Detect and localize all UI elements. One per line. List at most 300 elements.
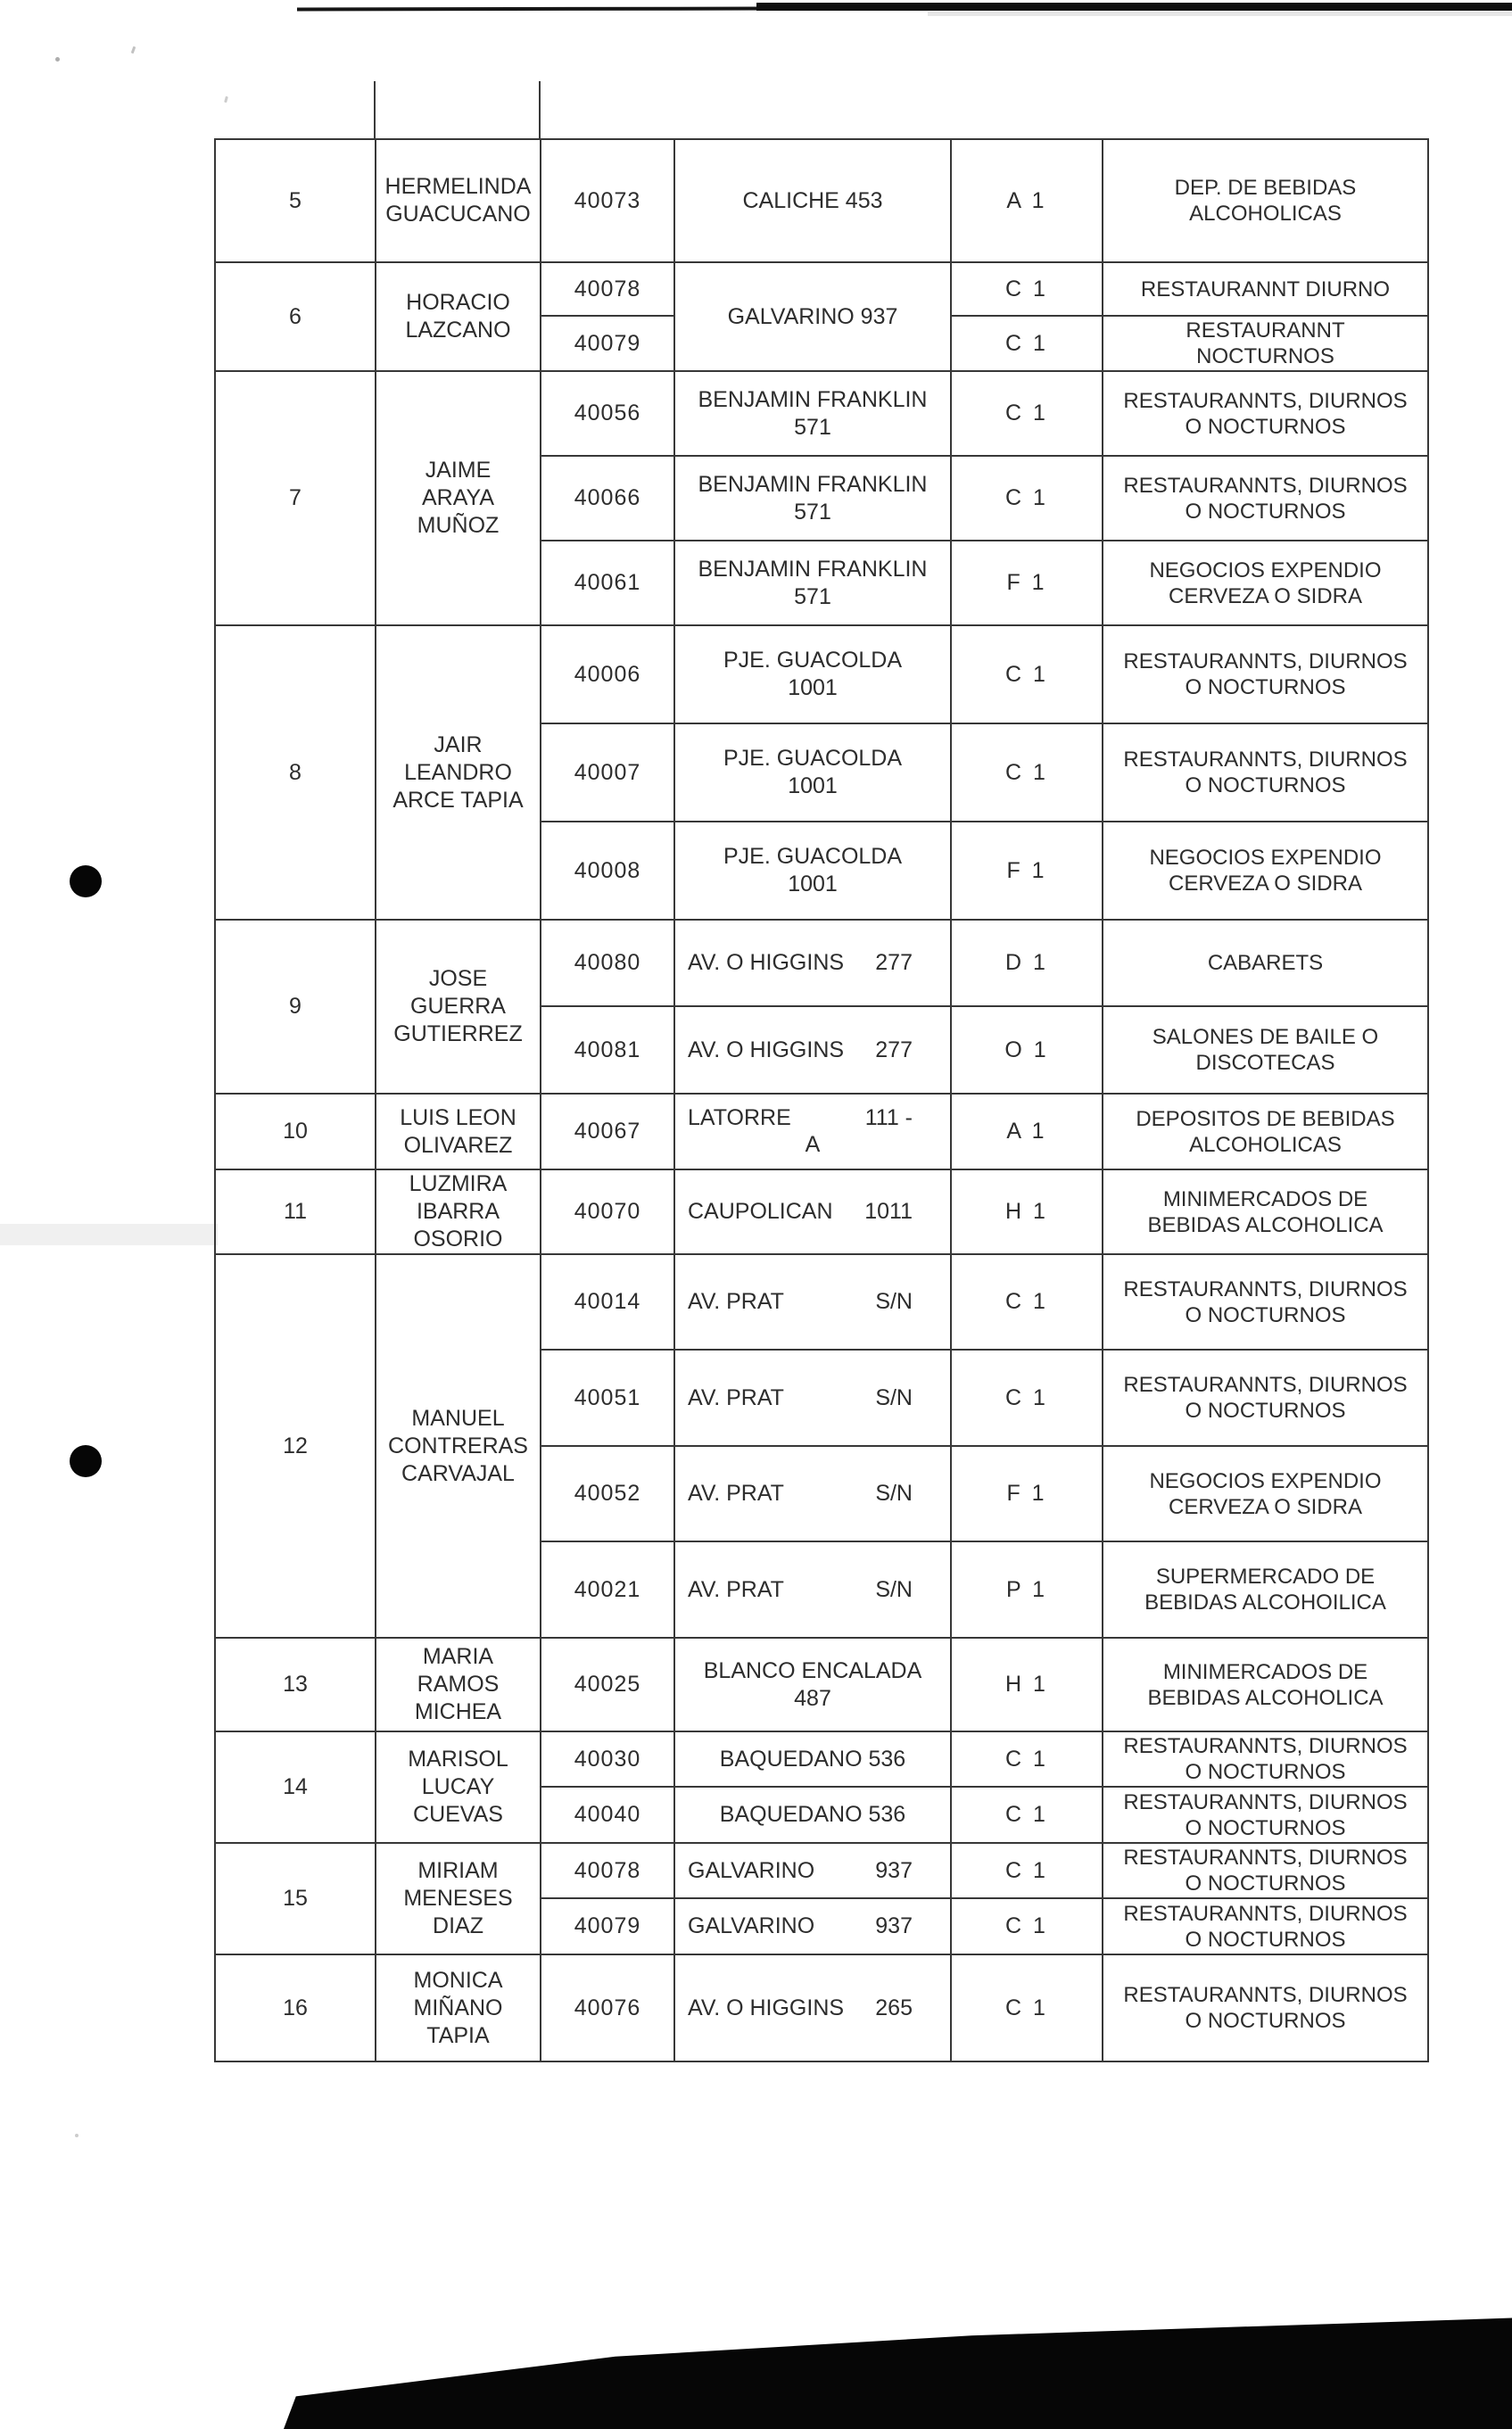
business-line: RESTAURANNTS, DIURNOS <box>1123 1276 1408 1301</box>
name-line: ARCE TAPIA <box>392 787 524 813</box>
code-cell <box>951 1843 1103 1898</box>
business-cell <box>1103 316 1428 371</box>
name-line: JAIR <box>434 731 483 757</box>
license-cell <box>541 1843 674 1898</box>
business-line: RESTAURANNTS, DIURNOS <box>1123 1789 1408 1814</box>
business-line: O NOCTURNOS <box>1185 773 1346 797</box>
business-line: RESTAURANNTS, DIURNOS <box>1123 1373 1408 1397</box>
name-line: JAIME <box>425 458 492 483</box>
business-cell <box>1103 1731 1428 1787</box>
license-code: C 1 <box>1005 1289 1048 1314</box>
row-number: 12 <box>283 1433 308 1458</box>
name-cell <box>376 1094 541 1169</box>
license-code: A 1 <box>1006 1119 1047 1144</box>
hole-punch-mark-bottom <box>70 1445 102 1477</box>
address-cell <box>674 1446 951 1541</box>
address-number: 277 <box>875 950 913 975</box>
address-number: 1011 <box>864 1199 913 1224</box>
business-line: O NOCTURNOS <box>1185 1760 1346 1784</box>
code-cell <box>951 371 1103 456</box>
business-cell <box>1103 1169 1428 1254</box>
business-line: O NOCTURNOS <box>1185 675 1346 699</box>
address-cell <box>674 1787 951 1843</box>
license-code: C 1 <box>1005 1995 1048 2020</box>
business-line: O NOCTURNOS <box>1185 1815 1346 1840</box>
license-cell <box>541 822 674 920</box>
address-cell <box>674 1954 951 2061</box>
name-cell <box>376 1954 541 2061</box>
license-number: 40070 <box>574 1199 641 1224</box>
business-cell <box>1103 1898 1428 1954</box>
business-cell <box>1103 371 1428 456</box>
license-number: 40014 <box>574 1289 641 1314</box>
business-line: CERVEZA O SIDRA <box>1169 1494 1362 1519</box>
table-row <box>215 139 1428 262</box>
row-number-cell <box>215 1169 376 1254</box>
row-number: 8 <box>289 759 302 785</box>
license-cell <box>541 1254 674 1350</box>
license-number: 40078 <box>574 276 641 302</box>
row-number: 7 <box>289 485 302 510</box>
address-line: BLANCO ENCALADA <box>703 1657 922 1683</box>
table-row <box>215 1254 1428 1350</box>
business-line: RESTAURANNTS, DIURNOS <box>1123 1734 1408 1758</box>
license-cell <box>541 456 674 541</box>
name-cell <box>376 625 541 920</box>
code-cell <box>951 1541 1103 1638</box>
business-line: RESTAURANNTS, DIURNOS <box>1123 473 1408 498</box>
address-line: 487 <box>794 1685 831 1711</box>
business-line: CERVEZA O SIDRA <box>1169 583 1362 608</box>
business-line: RESTAURANNTS, DIURNOS <box>1123 1846 1408 1870</box>
address-number: S/N <box>875 1576 913 1602</box>
name-cell <box>376 371 541 625</box>
license-code: C 1 <box>1005 1913 1048 1938</box>
address-line: BENJAMIN FRANKLIN <box>698 556 928 582</box>
license-cell <box>541 1638 674 1731</box>
license-code: C 1 <box>1005 1802 1048 1827</box>
business-line: NEGOCIOS EXPENDIO <box>1149 846 1382 870</box>
table-row <box>215 1731 1428 1787</box>
address-line: 571 <box>794 414 831 440</box>
license-code: C 1 <box>1005 1384 1048 1410</box>
license-number: 40079 <box>574 1913 641 1938</box>
name-line: GUTIERREZ <box>393 1021 523 1046</box>
code-cell <box>951 1787 1103 1843</box>
name-cell <box>376 1254 541 1638</box>
business-line: DEPOSITOS DE BEBIDAS <box>1136 1106 1395 1131</box>
code-cell <box>951 1446 1103 1541</box>
license-number: 40040 <box>574 1802 641 1827</box>
license-code: F 1 <box>1006 570 1047 595</box>
license-cell <box>541 1094 674 1169</box>
address-split-row <box>675 1858 950 1884</box>
code-cell <box>951 1731 1103 1787</box>
address-line: PJE. GUACOLDA <box>723 844 903 869</box>
license-code: C 1 <box>1005 485 1048 510</box>
business-cell <box>1103 541 1428 625</box>
business-line: NOCTURNOS <box>1196 344 1334 368</box>
row-number: 5 <box>289 187 302 213</box>
address-line: 571 <box>794 499 831 525</box>
code-cell <box>951 1006 1103 1094</box>
address-cell <box>674 1169 951 1254</box>
address-line: CALICHE 453 <box>742 187 883 213</box>
scan-smudge <box>0 1224 218 1245</box>
name-line: TAPIA <box>426 2022 490 2048</box>
business-cell <box>1103 1446 1428 1541</box>
row-number: 14 <box>283 1774 308 1799</box>
address-split-row <box>675 1385 950 1411</box>
code-cell <box>951 1254 1103 1350</box>
code-cell <box>951 456 1103 541</box>
row-number-cell <box>215 1954 376 2061</box>
business-line: MINIMERCADOS DE <box>1162 1186 1368 1211</box>
row-number-cell <box>215 139 376 262</box>
address-number: 111 - <box>864 1104 913 1130</box>
business-line: ALCOHOLICAS <box>1189 1132 1342 1157</box>
address-line: 571 <box>794 583 831 609</box>
name-line: RAMOS <box>417 1672 500 1697</box>
scan-edge-top-shadow <box>928 12 1512 16</box>
scan-speck <box>224 96 228 103</box>
address-line: 1001 <box>788 675 838 700</box>
code-cell <box>951 1954 1103 2061</box>
table-cut-border-stub-left <box>374 81 376 138</box>
license-code: C 1 <box>1005 401 1048 425</box>
license-table <box>214 138 1429 2062</box>
address-cell <box>674 723 951 822</box>
address-line: BENJAMIN FRANKLIN <box>698 471 928 497</box>
address-number: 277 <box>875 1037 913 1062</box>
business-cell <box>1103 1006 1428 1094</box>
license-number: 40079 <box>574 330 641 356</box>
business-line: NEGOCIOS EXPENDIO <box>1149 1468 1382 1493</box>
row-number-cell <box>215 1731 376 1843</box>
address-cell <box>674 262 951 371</box>
business-line: SALONES DE BAILE O <box>1152 1025 1379 1049</box>
license-code: C 1 <box>1005 330 1048 356</box>
business-line: O NOCTURNOS <box>1185 499 1346 524</box>
name-cell <box>376 1638 541 1731</box>
license-number: 40021 <box>574 1576 641 1602</box>
address-number: S/N <box>875 1289 913 1314</box>
address-number: S/N <box>875 1384 913 1410</box>
business-line: BEBIDAS ALCOHOLICA <box>1147 1212 1384 1237</box>
address-split-row <box>675 1577 950 1603</box>
license-code: H 1 <box>1005 1199 1048 1224</box>
business-cell <box>1103 1843 1428 1898</box>
name-line: JOSE <box>428 966 488 991</box>
table-row <box>215 371 1428 456</box>
name-line: MIRIAM <box>417 1858 499 1883</box>
code-cell <box>951 262 1103 316</box>
address-cell <box>674 625 951 723</box>
name-cell <box>376 1843 541 1954</box>
license-code: C 1 <box>1005 661 1048 687</box>
address-cell <box>674 1731 951 1787</box>
business-cell <box>1103 822 1428 920</box>
business-line: CABARETS <box>1207 951 1324 975</box>
business-line: NEGOCIOS EXPENDIO <box>1149 558 1382 582</box>
license-cell <box>541 139 674 262</box>
code-cell <box>951 723 1103 822</box>
address-cell <box>674 1541 951 1638</box>
name-line: GUERRA <box>410 994 506 1019</box>
address-split-row <box>675 950 950 976</box>
license-number: 40073 <box>574 187 641 213</box>
address-street: AV. PRAT <box>688 1384 784 1410</box>
code-cell <box>951 920 1103 1006</box>
business-line: RESTAURANNT <box>1186 318 1345 343</box>
row-number: 16 <box>283 1995 308 2020</box>
license-code: C 1 <box>1005 1857 1048 1883</box>
address-split-row <box>675 1199 950 1225</box>
address-cell <box>674 1254 951 1350</box>
address-street: GALVARINO <box>688 1857 815 1883</box>
address-street: AV. O HIGGINS <box>688 1995 845 2020</box>
row-number: 15 <box>283 1886 308 1911</box>
name-line: MARIA <box>422 1644 494 1669</box>
address-street: LATORRE <box>688 1104 791 1130</box>
address-cell <box>674 1898 951 1954</box>
name-line: LUCAY <box>421 1774 495 1799</box>
business-line: RESTAURANNT DIURNO <box>1140 277 1391 302</box>
code-cell <box>951 625 1103 723</box>
license-cell <box>541 1006 674 1094</box>
license-code: H 1 <box>1005 1672 1048 1697</box>
business-line: DEP. DE BEBIDAS <box>1174 176 1357 200</box>
name-line: ARAYA <box>421 485 495 510</box>
license-code: C 1 <box>1005 1746 1048 1772</box>
address-cell <box>674 822 951 920</box>
address-split-row <box>675 1913 950 1939</box>
address-cell <box>674 1350 951 1446</box>
table-row <box>215 1954 1428 2061</box>
license-code: P 1 <box>1005 1576 1048 1602</box>
row-number-cell <box>215 625 376 920</box>
name-line: CARVAJAL <box>401 1460 515 1486</box>
license-number: 40081 <box>574 1037 641 1062</box>
business-line: DISCOTECAS <box>1195 1051 1335 1075</box>
license-number: 40066 <box>574 485 641 510</box>
row-number-cell <box>215 1254 376 1638</box>
business-line: BEBIDAS ALCOHOILICA <box>1144 1590 1386 1615</box>
address-line: BAQUEDANO 536 <box>719 1802 906 1827</box>
table-row <box>215 1843 1428 1898</box>
name-line: MUÑOZ <box>417 513 500 538</box>
name-line: MICHEA <box>414 1699 502 1724</box>
license-code: A 1 <box>1006 187 1047 213</box>
license-number: 40007 <box>574 759 641 785</box>
row-number: 6 <box>289 303 302 329</box>
business-cell <box>1103 1541 1428 1638</box>
name-line: CONTRERAS <box>388 1433 528 1458</box>
business-line: MINIMERCADOS DE <box>1162 1659 1368 1684</box>
license-number: 40067 <box>574 1119 641 1144</box>
business-line: O NOCTURNOS <box>1185 1871 1346 1896</box>
name-cell <box>376 1169 541 1254</box>
scan-speck <box>55 57 60 62</box>
business-cell <box>1103 1254 1428 1350</box>
address-line: PJE. GUACOLDA <box>723 746 903 771</box>
license-number: 40056 <box>574 401 641 425</box>
business-line: SUPERMERCADO DE <box>1155 1565 1376 1589</box>
address-split-row <box>675 1105 950 1131</box>
business-cell <box>1103 920 1428 1006</box>
business-cell <box>1103 1638 1428 1731</box>
license-number: 40030 <box>574 1746 641 1772</box>
row-number: 9 <box>289 994 302 1019</box>
address-cell <box>674 1843 951 1898</box>
business-line: O NOCTURNOS <box>1185 414 1346 439</box>
scan-edge-top-left <box>297 7 765 12</box>
license-number: 40008 <box>574 857 641 883</box>
address-split-row <box>675 1289 950 1315</box>
license-cell <box>541 371 674 456</box>
business-line: RESTAURANNTS, DIURNOS <box>1123 748 1408 772</box>
business-line: RESTAURANNTS, DIURNOS <box>1123 649 1408 673</box>
address-number: 265 <box>875 1995 913 2020</box>
license-number: 40006 <box>574 661 641 687</box>
address-number: 937 <box>875 1913 913 1938</box>
name-line: HERMELINDA <box>384 174 532 199</box>
name-cell <box>376 262 541 371</box>
table-row <box>215 1094 1428 1169</box>
scan-speck <box>131 46 136 54</box>
license-number: 40076 <box>574 1995 641 2020</box>
business-line: O NOCTURNOS <box>1185 2009 1346 2033</box>
code-cell <box>951 1350 1103 1446</box>
name-line: OSORIO <box>413 1227 503 1252</box>
row-number-cell <box>215 1638 376 1731</box>
address-line: 1001 <box>788 872 838 896</box>
license-cell <box>541 1541 674 1638</box>
license-code: D 1 <box>1005 950 1048 975</box>
license-cell <box>541 316 674 371</box>
address-number: 937 <box>875 1857 913 1883</box>
name-line: HORACIO <box>406 290 510 315</box>
license-code: C 1 <box>1005 759 1048 785</box>
name-line: LUIS LEON <box>400 1104 516 1130</box>
name-line: LEANDRO <box>404 759 512 785</box>
name-line: IBARRA <box>416 1199 500 1224</box>
business-cell <box>1103 456 1428 541</box>
table-row <box>215 1638 1428 1731</box>
address-line-2: A <box>805 1131 821 1157</box>
business-line: RESTAURANNTS, DIURNOS <box>1123 1983 1408 2007</box>
name-line: CUEVAS <box>413 1802 503 1827</box>
table-row <box>215 262 1428 316</box>
license-number: 40052 <box>574 1481 641 1506</box>
business-line: CERVEZA O SIDRA <box>1169 872 1362 896</box>
address-line: 1001 <box>788 773 838 798</box>
name-line: LAZCANO <box>405 318 511 343</box>
license-number: 40061 <box>574 570 641 595</box>
business-line: RESTAURANNTS, DIURNOS <box>1123 1901 1408 1926</box>
name-cell <box>376 920 541 1094</box>
table-row <box>215 625 1428 723</box>
license-code: C 1 <box>1005 276 1048 302</box>
name-line: MIÑANO <box>413 1995 503 2020</box>
table-cut-border-stub-right <box>539 81 541 138</box>
name-line: MARISOL <box>408 1747 508 1772</box>
business-cell <box>1103 1350 1428 1446</box>
license-cell <box>541 1787 674 1843</box>
business-cell <box>1103 139 1428 262</box>
code-cell <box>951 822 1103 920</box>
address-street: AV. O HIGGINS <box>688 950 845 975</box>
scan-speck <box>75 2134 78 2137</box>
address-cell <box>674 1094 951 1169</box>
license-cell <box>541 262 674 316</box>
license-number: 40051 <box>574 1384 641 1410</box>
license-cell <box>541 1898 674 1954</box>
license-cell <box>541 1731 674 1787</box>
row-number-cell <box>215 262 376 371</box>
row-number-cell <box>215 371 376 625</box>
address-line: BENJAMIN FRANKLIN <box>698 386 928 412</box>
business-cell <box>1103 723 1428 822</box>
license-cell <box>541 723 674 822</box>
row-number: 13 <box>283 1672 308 1697</box>
table-row <box>215 920 1428 1006</box>
license-number: 40080 <box>574 950 641 975</box>
license-code: F 1 <box>1006 857 1047 883</box>
address-cell <box>674 139 951 262</box>
address-street: CAUPOLICAN <box>688 1199 833 1224</box>
address-cell <box>674 1006 951 1094</box>
address-cell <box>674 371 951 456</box>
name-line: MANUEL <box>411 1405 505 1431</box>
license-cell <box>541 541 674 625</box>
business-line: O NOCTURNOS <box>1185 1927 1346 1952</box>
business-cell <box>1103 262 1428 316</box>
address-street: AV. PRAT <box>688 1481 784 1506</box>
row-number-cell <box>215 1843 376 1954</box>
address-line: BAQUEDANO 536 <box>719 1746 906 1772</box>
business-cell <box>1103 1954 1428 2061</box>
name-line: MONICA <box>413 1967 503 1993</box>
name-cell <box>376 1731 541 1843</box>
name-line: LUZMIRA <box>409 1171 508 1196</box>
code-cell <box>951 1094 1103 1169</box>
code-cell <box>951 316 1103 371</box>
business-cell <box>1103 625 1428 723</box>
address-split-row <box>675 1481 950 1507</box>
address-line: GALVARINO 937 <box>727 303 898 329</box>
code-cell <box>951 1898 1103 1954</box>
business-line: ALCOHOLICAS <box>1189 202 1342 226</box>
business-line: RESTAURANNTS, DIURNOS <box>1123 388 1408 413</box>
address-number: S/N <box>875 1481 913 1506</box>
scan-edge-bottom <box>284 2312 1512 2429</box>
name-line: DIAZ <box>433 1913 483 1938</box>
license-number: 40025 <box>574 1672 641 1697</box>
license-cell <box>541 1169 674 1254</box>
license-number: 40078 <box>574 1857 641 1883</box>
address-cell <box>674 1638 951 1731</box>
address-cell <box>674 541 951 625</box>
hole-punch-mark-top <box>70 865 102 897</box>
address-street: AV. PRAT <box>688 1576 784 1602</box>
code-cell <box>951 541 1103 625</box>
address-street: GALVARINO <box>688 1913 815 1938</box>
name-cell <box>376 139 541 262</box>
license-code: O 1 <box>1004 1037 1049 1062</box>
address-line: PJE. GUACOLDA <box>723 648 903 673</box>
business-line: O NOCTURNOS <box>1185 1302 1346 1327</box>
